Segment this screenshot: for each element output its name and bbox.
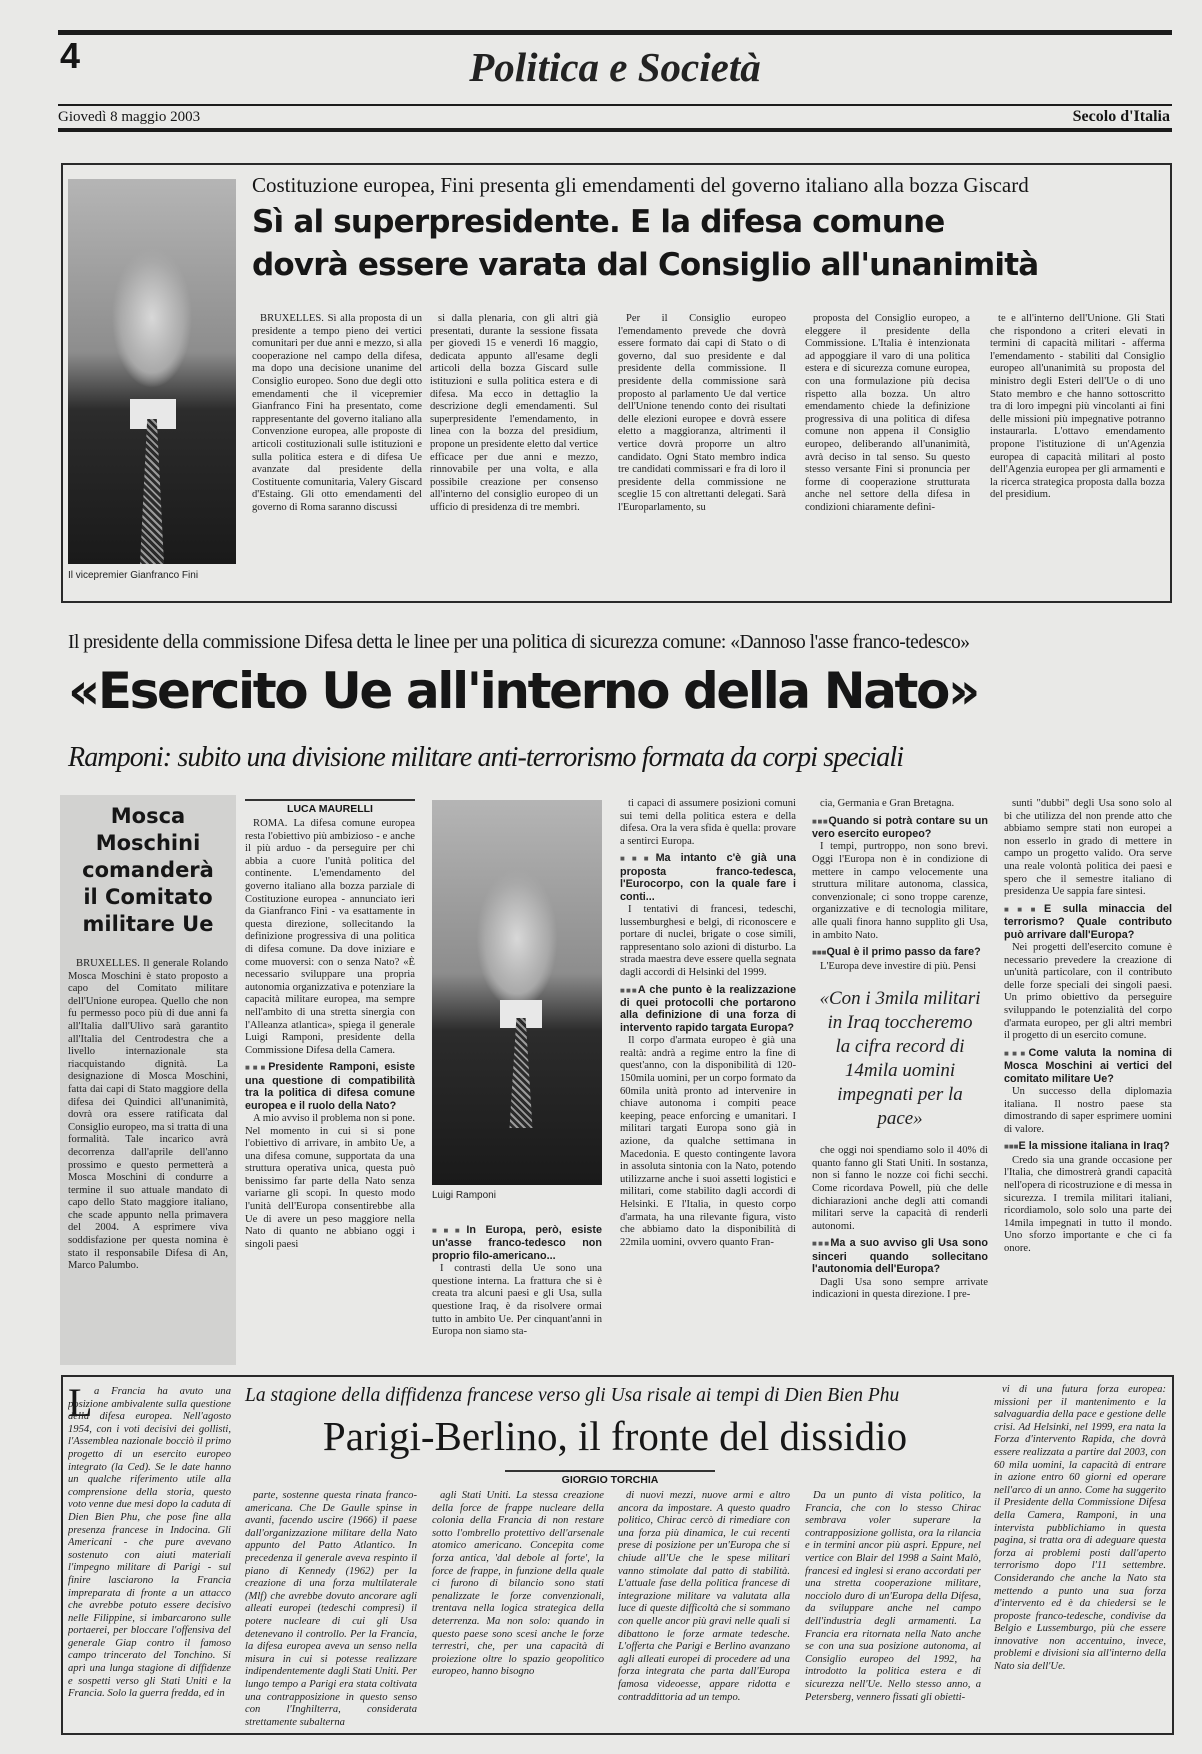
photo-caption-ramponi: Luigi Ramponi: [432, 1190, 496, 1201]
fini-column-4: [805, 313, 970, 593]
sidebar-moschini: [60, 795, 236, 1365]
ramponi-col5-p3: Un successo della diplomazia italiana. Il nostro paese sta dimostrando di saper esprimere uomini di valore.: [1004, 1085, 1172, 1135]
parigi-column-6: [994, 1384, 1166, 1728]
tie-ramponi: [498, 1018, 544, 1128]
pull-quote: «Con i 3mila militari in Iraq toccheremo la cifra record di 14mila uomini impegnati per la pace»: [819, 988, 981, 1130]
masthead-top-rule: [58, 30, 1172, 35]
headline-parigi: Parigi-Berlino, il fronte del dissidio: [322, 1413, 908, 1459]
masthead-paper-name: Secolo d'Italia: [1072, 108, 1170, 125]
masthead-bottom-rule: [58, 128, 1172, 132]
ramponi-col4-p4: Dagli Usa sono sempre arrivate indicazioni in questa direzione. I pre-: [812, 1276, 988, 1301]
ramponi-col5-q2: ■■■ Come valuta la nomina di Mosca Moschini ai vertici del comitato militare Ue?: [1004, 1047, 1172, 1085]
photo-fini: [68, 179, 236, 564]
photo-caption-fini: Il vicepremier Gianfranco Fini: [68, 570, 199, 581]
fini-col5-text: te e all'interno dell'Unione. Gli Stati che rispondono a criteri elevati in termini di capacità militari - afferma l'emendamento - stabiliti dal Consiglio europeo all'unanimità su proposta del ministro degli Esteri dell'Ue o di uno Stato membro e che hanno sottoscritto tra di loro impegni più vincolanti ai fini delle missioni più impegnative potranno instaurarla. L'ottavo emendamento propone l'istituzione di un'Agenzia europea di capacità militari al posto dell'Agenzia europea per gli armamenti e la ricerca strategica proposta dalla bozza del presidium.: [990, 313, 1165, 501]
ramponi-col5-p4: Credo sia una grande occasione per l'Italia, che dimostrerà grandi capacità nell'opera di ricostruzione e di messa in sicurezza. I tremila militari italiani, ricordiamolo, solo solo una parte dei 14mila impegnati in tutto il mondo. Uno sforzo importante e che ci fa onore.: [1004, 1154, 1172, 1254]
parigi-col2-text: parte, sostenne questa rinata franco-americana. Che De Gaulle spinse in avanti, facendo uscire (1966) il paese dall'organizzazione militare della Nato appunto del Patto Atlantico. In precedenza il generale aveva respinto il piano di Kennedy (1962) per la creazione di una forza multilaterale (Mlf) che avrebbe dovuto ancorare agli alleati europei (tedeschi compresi) il potere nucleare di cui gli Usa detenevano il controllo. Per la Francia, la difesa europea aveva un senso nella misura in cui si potesse realizzare indipendentemente dagli Stati Uniti. Per lungo tempo a Parigi era stata coltivata una contrapposizione in questo senso con l'Inghilterra, considerata strettamente subalterna: [245, 1490, 417, 1728]
ramponi-col4-p0: cia, Germania e Gran Bretagna.: [820, 798, 955, 809]
sidebar-body-text: BRUXELLES. Il generale Rolando Mosca Moschini è stato proposto a capo del Comitato militare dell'Unione europea. Quello che non fu permesso poco più di due anni fa all'Italia dall'Ulivo sarà garantito all'Italia del Centrodestra che a livello internazionale sta riacquistando dignità. La designazione di Mosca Moschini, fatta dai capi di Stato maggiore della difesa dei Quindici all'unanimità, dovrà ora essere ratificata dal Consiglio europeo, ma si tratta di una formalità. Tale incarico avrà decorrenza dall'aprile dell'anno prossimo e questo permetterà a Mosca Moschini di condurre a termine il suo attuale mandato di capo dello Stato maggiore italiano, che scade appunto nella primavera del 2004. A esprimere viva soddisfazione per questa nomina è stato il responsabile Difesa di An, Marco Palumbo.: [68, 958, 228, 1272]
parigi-col3-text: agli Stati Uniti. La stessa creazione della force de frappe nucleare della colonia della Francia di non restare sotto l'ombrello protettivo dell'arsenale atomico americano. Concepita come forza antica, 'dal debole al forte', la force de frappe, in funzione della quale ci furono di bilancio sono stati penalizzate le forze convenzionali, trentava nella logica strategica della deterrenza. Ma non solo: quando in questo paese sono scesi anche le forze terrestri, che, per una capacità di proiezione oltre lo spazio geopolitico europeo, hanno bisogno: [432, 1490, 604, 1678]
parigi-column-1-body: [68, 1380, 231, 1728]
ramponi-column-2: [432, 1220, 602, 1365]
kicker-parigi: La stagione della diffidenza francese verso gli Usa risale ai tempi di Dien Bien Phu: [245, 1385, 900, 1406]
ramponi-col3-p2: I tentativi di francesi, tedeschi, lussemburghesi e belgi, di riconoscere e portare di nuclei, brigate o cose simili, rappresentano solo azioni di disturbo. La strada maestra deve essere quella segnata dagli accordi di Helsinki del 1999.: [620, 904, 796, 978]
ramponi-column-5: [1004, 798, 1172, 1363]
page-number: 4: [60, 35, 81, 76]
ramponi-col4-p3: che oggi noi spendiamo solo il 40% di quanto fanno gli Stati Uniti. In sostanza, non si fanno le nozze coi fichi secchi. Come ricordava Powell, più che delle dichiarazioni anche degli atti comandi militari serve la capacità di renderli autonomi.: [812, 1145, 988, 1232]
ramponi-col1-p1: ROMA. La difesa comune europea resta l'obiettivo più ambizioso - e anche il più arduo - da perseguire per chi abbia a cuore l'unità politica del continente. L'emendamento del governo italiano alla bozza parziale di Costituzione europea - annunciato ieri da Gianfranco Fini - va esattamente in questa direzione, sollecitando la definizione progressiva di una politica di difesa comune. Da dove iniziare e come muoversi: con o senza Nato? «È necessario sviluppare una propria autonomia organizzativa e potenziare la capacità militare europea, ma sempre nell'ambito di una stretta sinergia con l'Alleanza atlantica», spiega il generale Luigi Ramponi, presidente della Commissione Difesa della Camera.: [245, 818, 415, 1056]
parigi-col4-text: di nuovi mezzi, nuove armi e altro ancora da impostare. A questo quadro politico, Chirac cercò di rimediare con una forza più dinamica, le cui recenti prese di posizione per un'Europa che si chiude all'Ue che le spese militari vanno stimolate dal patto di stabilità. L'attuale fase della politica francese di integrazione militare va valutata alla luce di queste difficoltà che si sommano con quelle ancor più gravi nelle quali si dibattono le forze armate tedesche. L'offerta che Parigi e Berlino avanzano agli alleati europei di procedere ad una forza integrata che parta dall'Europa famosa videoesse, appare ridotta e contraddittoria ad un tempo.: [618, 1490, 790, 1703]
ramponi-col4-p1: I tempi, purtroppo, non sono brevi. Oggi l'Europa non è in condizione di mettere in campo velocemente una struttura militare autonoma, classica, convenzionale; ci sono troppe carenze, organizzative e di tecnologia militare, alle quali finora hanno supplito gli Usa, in ambito Nato.: [812, 841, 988, 941]
sidebar-body: [68, 958, 228, 1358]
parigi-col5-text: Da un punto di vista politico, la Francia, che con lo stesso Chirac sembrava voler superare la contrapposizione gollista, ora la rilancia e in termini ancor più aspri. Eppure, nel vertice con Blair del 1998 a Saint Malò, francesi ed inglesi si erano accordati per una stretta cooperazione militare, nocciolo duro di un'Europa della Difesa, da sviluppare anche nel campo dell'industria degli armamenti. La Francia era ritornata nella Nato anche se con una sua posizione autonoma, al Consiglio europeo del 1992, ha introdotto la politica estera e di sicurezza nell'Ue. Nello stesso anno, a Petersberg, vennero fissati gli obietti-: [805, 1490, 981, 1703]
tie-pattern: [128, 419, 176, 564]
fini-col4-text: proposta del Consiglio europeo, a eleggere il presidente della Commissione. L'Italia è intenzionata ad appoggiare il varo di una politica estera e di sicurezza comune europea, con una formulazione più decisa rispetto alla bozza. Un altro emendamento chiede la definizione progressiva di una politica di difesa comune non appena il Consiglio europeo, deliberando all'unanimità, avrà deciso in tal senso. Su questo stesso versante Fini si pronuncia per forme di cooperazione strutturata anche nel settore della difesa in condizioni chiaramente defini-: [805, 313, 970, 513]
kicker-fini: Costituzione europea, Fini presenta gli emendamenti del governo italiano alla bozza Giscard: [252, 173, 1029, 197]
kicker-ramponi: Il presidente della commissione Difesa detta le linee per una politica di sicurezza comune: «Dannoso l'asse franco-tedesco»: [68, 632, 970, 653]
section-title: Politica e Società: [469, 44, 761, 90]
ramponi-col4-q1: ■■■ Quando si potrà contare su un vero esercito europeo?: [812, 815, 988, 841]
ramponi-col3-p1: ti capaci di assumere posizioni comuni sui temi della politica estera e della difesa. Ora la vera sfida è quella: provare a sentirci Europa.: [620, 798, 796, 847]
headline-fini-line2: dovrà essere varata dal Consiglio all'unanimità: [252, 247, 1039, 283]
fini-column-5: [990, 313, 1165, 593]
ramponi-column-3: [620, 798, 796, 1363]
ramponi-col5-q1: ■■■ E sulla minaccia del terrorismo? Quale contributo può arrivare dall'Europa?: [1004, 903, 1172, 941]
ramponi-col5-q3: ■■■ E la missione italiana in Iraq?: [1004, 1140, 1172, 1153]
parigi-col6-text: vi di una futura forza europea: missioni per il mantenimento e la salvaguardia della pace e gestione delle crisi. Ad Helsinki, nel 1999, era nata la Forza d'intervento Rapida, che dovrà essere realizzata a partire dal 2003, con 60 mila uomini, la capacità di entrare in azione entro 60 giorni ed operare nell'arco di un anno. Come ha suggerito il Presidente della Commissione Difesa della Camera, Ramponi, in una intervista pubblichiamo in questa pagina, si tratta ora di adeguare questa forza ai problemi posti dall'aperto terrorismo dopo l'11 settembre. Considerando che anche la Nato sta mettendo a punto una sua forza d'intervento ed è da chiedersi se le proposte franco-tedesche, condivise da Belgio e Lussemburgo, più che essere innovative non accentuino, invece, problemi e divisioni sia all'interno della Nato sia dell'Ue.: [994, 1384, 1166, 1673]
fini-column-3: [618, 313, 786, 593]
dropcap: L: [68, 1380, 93, 1425]
subhead-ramponi: Ramponi: subito una divisione militare anti-terrorismo formata da corpi speciali: [68, 742, 904, 773]
fini-column-2: [430, 313, 598, 593]
fini-column-1: [252, 313, 422, 593]
ramponi-col1-p2: A mio avviso il problema non si pone. Nel momento in cui si si pone l'obiettivo di arrivare, in ambito Ue, a una difesa comune, supportata da una struttura operativa unica, questa può benissimo far parte della Nato senza variarne gli scopi. In questo modo l'unità dell'Europa consentirebbe alla Ue di avere un peso maggiore nella Nato di quanto ne abbiano oggi i singoli paesi: [245, 1112, 415, 1250]
ramponi-col2-q1: ■■■ In Europa, però, esiste un'asse franco-tedesco non proprio filo-americano...: [432, 1224, 602, 1262]
ramponi-col3-q1: ■■■ Ma intanto c'è già una proposta franco-tedesca, l'Eurocorpo, con la quale fare i conti...: [620, 852, 796, 903]
fini-col2-text: si dalla plenaria, con gli altri già presentati, durante la sessione fissata per giovedì 15 e venerdì 16 maggio, dedicata appunto all'esame degli articoli della bozza Giscard sulle istituzioni e sulla politica estera e di difesa. Ma ecco in dettaglio la descrizione degli emendamenti. Sul superpresidente l'emendamento, in linea con la bozza del presidium, propone un presidente eletto dal vertice efficace per due anni e mezzo, rinnovabile per una volta, e alla possibile creazione per consenso all'interno del consiglio europeo di un ufficio di presidenza di tre membri.: [430, 313, 598, 513]
sidebar-title: Mosca Moschini comanderà il Comitato militare Ue: [82, 804, 214, 936]
ramponi-col2-p1: I contrasti della Ue sono una questione interna. La frattura che si è creata tra alcuni paesi e gli Usa, sulla questione Iraq, è da risolvere ormai tutto in ambito Ue. Per cinquant'anni in Europa non siamo sta-: [432, 1263, 602, 1338]
parigi-column-3: [432, 1490, 604, 1728]
fini-col1-text: BRUXELLES. Sì alla proposta di un presidente a tempo pieno dei vertici comunitari per due anni e mezzo, sì alla cooperazione nel campo della difesa, ma dopo una decisione unanime del Consiglio europeo. Sono due degli otto emendamenti che il vicepremier Gianfranco Fini ha presentato, come rappresentante del governo italiano alla Convenzione europea, alle proposte di articoli costituzionali sulle istituzioni e sulla politica estera e di difesa Ue avanzate dal presidente della Costituente comunitaria, Valery Giscard d'Estaing. Gli otto emendamenti del governo di Roma saranno discussi: [252, 313, 422, 513]
ramponi-col1-q1: ■■■ Presidente Ramponi, esiste una questione di compatibilità tra la politica di difesa comune europea e il ruolo della Nato?: [245, 1061, 415, 1112]
ramponi-column-4: [812, 798, 988, 1363]
ramponi-col5-p1: sunti "dubbi" degli Usa sono solo al bi che utilizza del non prende atto che abbiamo sempre stati non europei a non esserlo in grado di mettere in campo un progetto valido. Ora serve una reale volontà politica dei paesi e spero che il semestre italiano di presidenza Ue sappia fare sintesi.: [1004, 798, 1172, 898]
ramponi-col3-p3: Il corpo d'armata europeo è già una realtà: andrà a regime entro la fine di quest'anno, con la disponibilità di 120-150mila uomini, per un corpo formato da 60mila unità pronto ad intervenire in chiave autonoma i compiti peace keeping, peace enforcing e umanitari. I militari targati Europa sono già in azione, da qualche settimana in Macedonia. E questo contingente lavora in assoluta sintonia con la Nato, potendo utilizzarne anche i suoi assetti logistici e militari, come stabilito dagli accordi di Helsinki. E l'Italia, in questo corpo d'armata, ha una rilevante figura, visto che abbiamo dato la disponibilità di 22mila uomini, ovvero quanto Fran-: [620, 1035, 796, 1248]
ramponi-col3-q2: ■■■ A che punto è la realizzazione di quei protocolli che portarono alla definizione di una forza di intervento rapido targata Europa?: [620, 984, 796, 1035]
ramponi-col4-q3: ■■■ Ma a suo avviso gli Usa sono sinceri quando sollecitano l'autonomia dell'Europa?: [812, 1237, 988, 1275]
masthead-date: Giovedì 8 maggio 2003: [58, 109, 201, 125]
parigi-column-5: [805, 1490, 981, 1728]
parigi-col1-text: a Francia ha avuto una posizione ambivalente sulla questione della difesa europea. Nell'agosto 1954, con i voti decisivi dei gollisti, l'Assemblea nazionale bocciò il primo progetto di un esercito europeo integrato (la Ced). Se le date hanno un qualche riferimento utile alla comprensione della storia, questo voto venne due mesi dopo la caduta di Dien Bien Phu, che pose fine alla presenza francese in Indocina. Gli Americani - che pure avevano sostenuto con aiuti materiali l'impegno militare di Parigi - sul finire lasciarono la Francia impreparata di fronte a un attacco che avrebbe potuto essere decisivo nelle Filippine, si imbarcarono sulle portaerei, per bloccare l'offensiva del generale Giap contro il famoso campo trincerato del Tonchino. Si aprì una lunga stagione di diffidenze e sospetti verso gli Stati Uniti e la Francia. Solo la guerra fredda, ed in: [68, 1386, 231, 1700]
parigi-column-2: [245, 1490, 417, 1728]
headline-ramponi: «Esercito Ue all'interno della Nato»: [68, 662, 978, 720]
photo-ramponi: [432, 800, 602, 1185]
masthead-date-rule-top: [58, 104, 1172, 106]
ramponi-col4-q2: ■■■ Qual è il primo passo da fare?: [812, 946, 988, 959]
headline-fini-line1: Sì al superpresidente. E la difesa comune: [252, 204, 945, 240]
fini-col3-text: Per il Consiglio europeo l'emendamento prevede che dovrà essere formato dai capi di Stato o di governo, dal suo presidente e dal presidente della commissione. Il presidente della commissione sarà proposto al parlamento Ue dal vertice dell'Unione tenendo conto dei risultati delle elezioni europee e dovrà essere eletto a maggioranza, altrimenti il vertice dovrà proporre un altro candidato. Ogni Stato membro indica tre candidati commissari e fra di loro il presidente della commissione ne sceglie 15 con altrettanti delegati. Sarà l'Europarlamento, su: [618, 313, 786, 513]
byline-torchia: GIORGIO TORCHIA: [505, 1470, 715, 1486]
ramponi-col4-p2: L'Europa deve investire di più. Pensi: [820, 960, 977, 972]
byline-maurelli: LUCA MAURELLI: [245, 799, 415, 815]
parigi-column-4: [618, 1490, 790, 1728]
ramponi-col5-p2: Nei progetti dell'esercito comune è necessario prevedere la creazione di un'unità particolare, con il contributo delle forze speciali dei singoli paesi. Un primo obiettivo da perseguire sviluppando le potenzialità del corpo d'armata europeo, per gli altri membri il progetto di un esercito comune.: [1004, 941, 1172, 1042]
ramponi-column-1: [245, 818, 415, 1363]
